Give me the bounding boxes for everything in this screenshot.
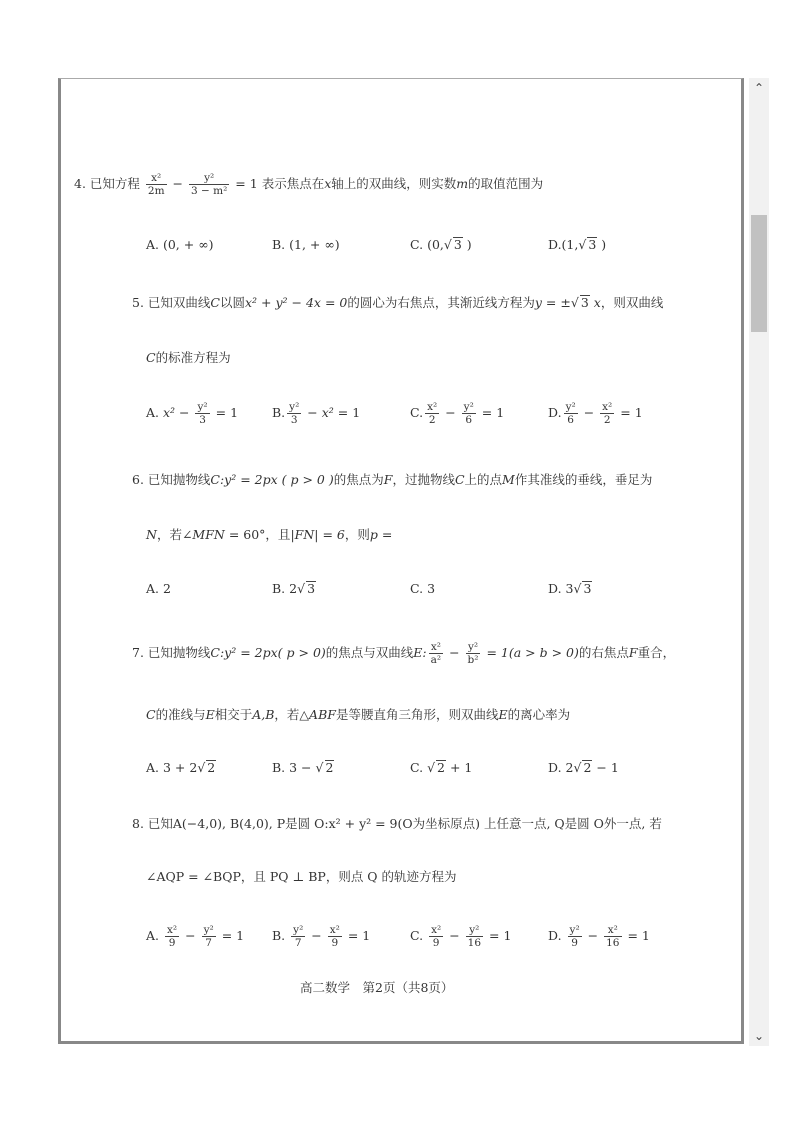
fraction: $\frac{\text{y²}}{\text{3 − m²}}$ [190, 172, 228, 198]
question-5-stem-line2: C的标准方程为 [146, 350, 231, 365]
q6-choice-b: B. 2√ 3 [272, 581, 316, 596]
question-7-stem-line2: C的准线与E相交于A,B，若△ABF是等腰直角三角形，则双曲线E的离心率为 [146, 707, 571, 722]
q7-choice-c: C. √ 2 + 1 [410, 760, 473, 775]
q8-choice-d: D. $\frac{\text{y²}}{9}$ − $\frac{\text{x²}}{16}$ = 1 [548, 924, 650, 950]
fraction: $\frac{\text{x²}}{2m}$ [147, 172, 165, 198]
q4-choice-d: D.(1,√ 3 ) [548, 237, 607, 252]
question-4-stem: 4. 已知方程 $\frac{\text{x²}}{2m}$ − $\frac{\text{y²}}{\text{3 − m²}}$ = 1 表示焦点在x轴上的双曲线，则实数m的取值范围为 [74, 172, 544, 198]
q5-choice-b: B. $\frac{\text{y²}}{3}$ − x² = 1 [272, 401, 361, 427]
document-page [58, 78, 744, 1044]
q4-choice-a: A. (0, + ∞) [146, 237, 214, 252]
q6-choice-a: A. 2 [146, 581, 171, 596]
question-6-stem-line2: N，若∠MFN = 60°，且|FN| = 6，则p = [146, 527, 393, 542]
q7-choice-a: A. 3 + 2√ 2 [146, 760, 216, 775]
q7-choice-d: D. 2√ 2 − 1 [548, 760, 619, 775]
q8-choice-c: C. $\frac{\text{x²}}{9}$ − $\frac{\text{y²}}{16}$ = 1 [410, 924, 512, 950]
scroll-up-icon[interactable]: ⌃ [753, 81, 765, 95]
q4-choice-b: B. (1, + ∞) [272, 237, 340, 252]
question-8-stem: 8. 已知A(−4,0), B(4,0), P是圆 O:x² + y² = 9(O为坐标原点) 上任意一点, Q是圆 O外一点, 若 [132, 816, 662, 831]
question-6-stem: 6. 已知抛物线C:y² = 2px ( p > 0 )的焦点为F，过抛物线C上的点M作其准线的垂线，垂足为 [132, 472, 653, 487]
q5-choice-d: D. $\frac{\text{y²}}{6}$ − $\frac{\text{x²}}{2}$ = 1 [548, 401, 643, 427]
page-footer: 高二数学 第2页（共8页） [300, 980, 454, 995]
q5-choice-c: C. $\frac{\text{x²}}{2}$ − $\frac{\text{y²}}{6}$ = 1 [410, 401, 505, 427]
q7-choice-b: B. 3 − √ 2 [272, 760, 334, 775]
q5-choice-a: A. x² − $\frac{\text{y²}}{3}$ = 1 [146, 401, 239, 427]
vertical-scrollbar[interactable] [749, 78, 769, 1046]
q6-choice-c: C. 3 [410, 581, 436, 596]
question-7-stem: 7. 已知抛物线C:y² = 2px( p > 0)的焦点与双曲线E: $\frac{\text{x²}}{\text{a²}}$ − $\frac{\text{y²}}{\text{b²}}$ = 1(a > b > 0)的右焦点F重合， [132, 641, 676, 667]
question-5-stem: 5. 已知双曲线C以圆x² + y² − 4x = 0的圆心为右焦点，其渐近线方程为y = ±√ 3 x，则双曲线 [132, 295, 664, 310]
scrollbar-thumb[interactable] [751, 215, 767, 332]
q8-choice-b: B. $\frac{\text{y²}}{7}$ − $\frac{\text{x²}}{9}$ = 1 [272, 924, 371, 950]
q8-choice-a: A. $\frac{\text{x²}}{9}$ − $\frac{\text{y²}}{7}$ = 1 [146, 924, 245, 950]
q4-choice-c: C. (0,√ 3 ) [410, 237, 472, 252]
q6-choice-d: D. 3√ 3 [548, 581, 592, 596]
question-8-stem-line2: ∠AQP = ∠BQP，且 PQ ⊥ BP，则点 Q 的轨迹方程为 [146, 869, 457, 884]
scroll-down-icon[interactable]: ⌄ [753, 1029, 765, 1043]
